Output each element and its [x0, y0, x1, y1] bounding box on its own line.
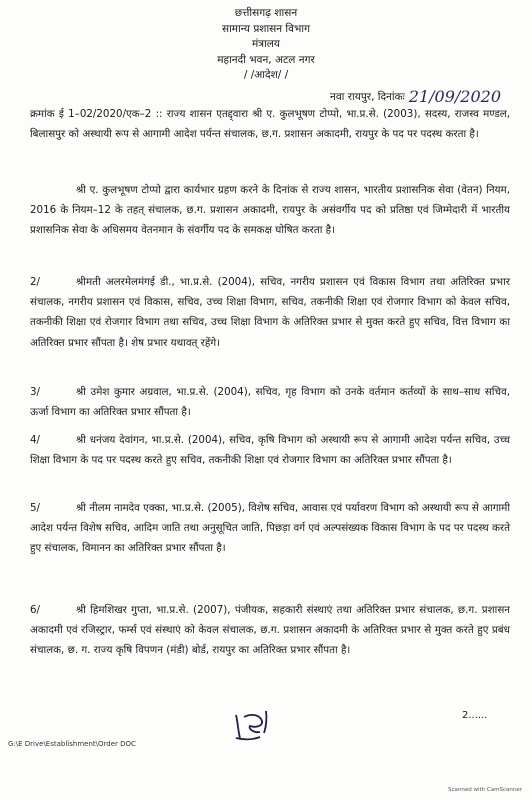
paragraph-text: श्री धनंजय देवांगन, भा.प्र.से. (2004), सचिव, कृषि विभाग को अस्थायी रूप से आगामी आदेश पर्यन्त सचिव, उच्च शिक्षा विभाग के पद पर पदस्थ करते हुए सचिव, तकनीकी शिक्षा एवं रोजगार विभाग का अतिरिक्त प्रभार सौंपता है। — [30, 434, 510, 467]
header-state: छत्तीसगढ़ शासन — [234, 7, 298, 19]
paragraph-text: श्री हिमशिखर गुप्ता, भा.प्र.से. (2007), पंजीयक, सहकारी संस्थाएं तथा अतिरिक्त प्रभार संचालक, छ.ग. प्रशासन अकादमी एवं रजिस्ट्रार, फर्म्स एवं संस्थाएं को केवल संचालक, छ.ग. प्रशासन अकादमी के अतिरिक्त प्रभार से मुक्त करते हुए प्रबंध संचालक, छ. ग. राज्य कृषि विपणन (मंडी) बोर्ड, रायपुर का अतिरिक्त प्रभार सौंपता है। — [30, 604, 510, 657]
paragraph-number: 4/ — [30, 434, 41, 446]
order-paragraph-4 — [30, 382, 510, 422]
header-order-title: / /आदेश/ / — [243, 69, 289, 81]
paragraph-text: श्री नीलम नामदेव एक्का, भा.प्र.से. (2005), विशेष सचिव, आवास एवं पर्यावरण विभाग को अस्थायी रूप से आगामी आदेश पर्यन्त विशेष सचिव, आदिम जाति तथा अनुसूचित जाति, पिछड़ा वर्ग एवं अल्पसंख्यक विकास विभाग के पद पर पदस्थ करते हुए संचालक, विमानन का अतिरिक्त प्रभार सौंपता है। — [30, 502, 510, 555]
paragraph-number: 5/ — [30, 502, 41, 514]
signature-initials — [230, 705, 275, 745]
order-paragraph-1 — [30, 104, 510, 144]
file-path-footer: G:\E Drive\Establishment\Order DOC — [8, 740, 136, 748]
page-continuation: 2...... — [462, 710, 488, 721]
paragraph-text: श्री ए. कुलभूषण टोप्पो द्वारा कार्यभार ग्रहण करने के दिनांक से राज्य शासन, भारतीय प्रशासनिक सेवा (वेतन) नियम, 2016 के नियम–12 के तहत् संचालक, छ.ग. प्रशासन अकादमी, रायपुर के असंवर्गीय पद को प्रतिष्ठा एवं जिम्मेदारी में भारतीय प्रशासनिक सेवा के अधिसमय वेतनमान के संवर्गीय पद के समकक्ष घोषित करता है। — [30, 184, 510, 237]
order-paragraph-7 — [30, 600, 510, 661]
order-paragraph-3 — [30, 272, 510, 353]
scanner-watermark: Scanned with CamScanner — [448, 787, 522, 793]
order-paragraph-6 — [30, 498, 510, 559]
header-department: सामान्य प्रशासन विभाग — [221, 22, 310, 35]
paragraph-text: श्रीमती अलरमेलमंगई डी., भा.प्र.से. (2004), सचिव, नगरीय प्रशासन एवं विकास विभाग तथा अतिरिक्त प्रभार संचालक, नगरीय प्रशासन एवं विकास, सचिव, उच्च शिक्षा विभाग, सचिव, तकनीकी शिक्षा एवं रोजगार विभाग को केवल सचिव, तकनीकी शिक्षा एवं रोजगार विभाग तथा सचिव, उच्च शिक्षा विभाग के अतिरिक्त प्रभार से मुक्त करते हुए सचिव, वित्त विभाग का अतिरिक्त प्रभार सौंपता है। शेष प्रभार यथावत् रहेंगे। — [30, 276, 510, 349]
handwritten-date: 21/09/2020 — [408, 87, 502, 106]
paragraph-number: 3/ — [30, 386, 41, 398]
header-address: महानदी भवन, अटल नगर — [217, 53, 315, 66]
order-paragraph-2 — [30, 180, 510, 241]
dateline — [330, 85, 501, 104]
document-header — [0, 6, 532, 84]
order-paragraph-5 — [30, 430, 510, 470]
header-ministry: मंत्रालय — [251, 38, 280, 50]
paragraph-number: 6/ — [30, 604, 41, 616]
paragraph-text: क्रमांक ई 1–02/2020/एक–2 :: राज्य शासन एतद्द्वारा श्री ए. कुलभूषण टोप्पो, भा.प्र.से. (2003), सदस्य, राजस्व मण्डल, बिलासपुर को अस्थायी रूप से आगामी आदेश पर्यन्त संचालक, छ.ग. प्रशासन अकादमी, रायपुर के पद पर पदस्थ करता है। — [30, 108, 510, 141]
paragraph-number: 2/ — [30, 276, 41, 288]
dateline-prefix: नवा रायपुर, दिनांकः — [330, 91, 405, 103]
paragraph-text: श्री उमेश कुमार अग्रवाल, भा.प्र.से. (2004), सचिव, गृह विभाग को उनके वर्तमान कर्तव्यों के साथ–साथ सचिव, ऊर्जा विभाग का अतिरिक्त प्रभार सौंपता है। — [30, 386, 510, 419]
